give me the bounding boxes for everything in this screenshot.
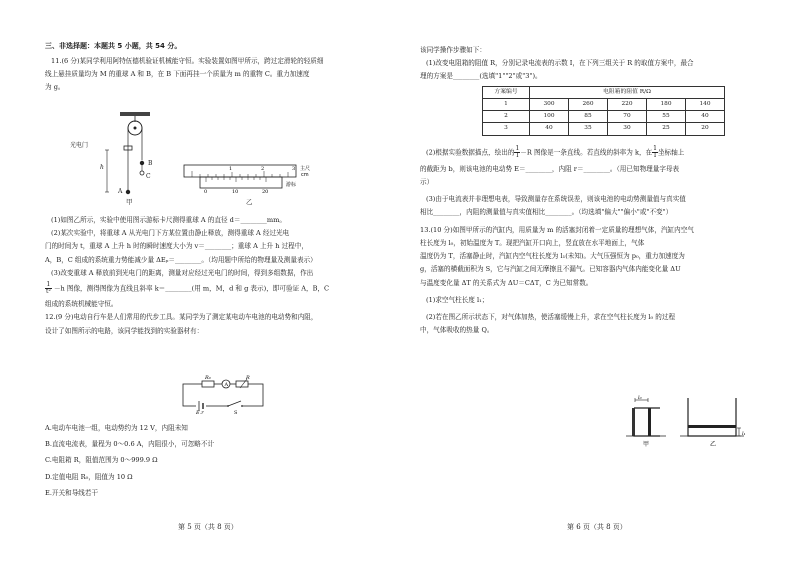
weight-c-label: C [146, 173, 151, 180]
option-item: C.电阻箱 R，阻值范围为 0～999.9 Ω [45, 456, 158, 465]
ball-b-label: B [148, 160, 153, 167]
figure-atwood-machine [95, 110, 165, 210]
cylinder-jia [626, 398, 666, 436]
figure-vernier-caliper [180, 160, 320, 196]
figure-caption-yi: 乙 [246, 198, 253, 206]
page-number-left: 第 5 页（共 8 页） [178, 523, 238, 531]
resistor-r0 [202, 381, 214, 387]
vernier-label: 游标 [286, 182, 297, 188]
q13-line: 柱长度为 l₀，初始温度为 T。现把汽缸开口向上，竖直放在水平地面上，气体 [420, 238, 645, 247]
resistance-scheme-table [482, 86, 725, 136]
vernier-scale-ticks [206, 177, 266, 182]
p3-line: 相比________，内阻的测量值与真实值相比________。（均选填"偏大""偏小"或"不变"） [420, 208, 673, 217]
cylinder-yi [680, 398, 744, 436]
right-page [420, 46, 765, 339]
q11-line: 线上悬挂质量均为 M 的重球 A 和 B，在 B 下面再挂一个质量为 m 的重物 C。重力加速度 [45, 69, 310, 78]
fraction: $\frac{1}{\text{t²}}$ [46, 281, 51, 296]
page-number-right: 第 6 页（共 8 页） [567, 523, 627, 531]
l1-label: l₁ [742, 431, 746, 437]
q11-part: A，B，C 组成的系统重力势能减少量 ΔEₚ＝________。（均用题中所给的物理量及测量表示） [45, 255, 317, 264]
r-label: R [246, 375, 250, 381]
ammeter-label: A [224, 382, 229, 388]
caption-yi: 乙 [710, 441, 717, 448]
q13-line: 13.(10 分)如图甲所示的汽缸内，用质量为 m 的活塞封闭着一定质量的理想气体，汽缸内空气 [420, 225, 694, 234]
ceiling [120, 112, 150, 116]
vernier-tick-label: 10 [232, 189, 239, 195]
ball-a-label: A [118, 188, 123, 195]
q13-line: (2)若在图乙所示状态下，对气体加热，使活塞缓慢上升，求在空气柱长度为 l₀ 的过程 [426, 312, 676, 321]
weight-c [140, 171, 144, 175]
q11-line: 为 g。 [45, 83, 65, 92]
p2-line: 的截距为 b，则该电池的电动势 E＝________，内阻 r＝________。（用已知物理量字母表 [420, 164, 680, 173]
source-label: E,r [196, 410, 204, 414]
vernier-tick-label: 0 [204, 189, 208, 195]
q11-part: (3)改变重球 A 释放前到光电门的距离，测量对应经过光电门的时间，得到多组数据，作出 [51, 268, 314, 277]
q11-part: 门的时间为 t，重球 A 上升 h 时的瞬时速度大小为 v＝________；重球 A 上升 h 过程中， [45, 242, 308, 251]
q12-line: 设计了如图所示的电路，该同学能找到的实验器材有： [45, 326, 204, 335]
main-tick-label: 2 [261, 166, 265, 172]
vernier-scale [200, 177, 282, 188]
height-label: h [100, 164, 104, 171]
option-item: A.电动车电池一组，电动势约为 12 V，内阻未知 [45, 424, 188, 432]
main-scale-ticks [192, 171, 288, 177]
r0-label: R₀ [205, 375, 211, 381]
piston [648, 408, 651, 436]
table-header: 方案编号 [483, 86, 530, 98]
figure-cylinders [620, 394, 760, 450]
p2-line: (2)根据实验数据描点，绘出的 $\frac{1}{I}$ －R 图像是一条直线。若直线的斜率为 k，在 $\frac{1}{I}$ 坐标轴上 [426, 144, 685, 159]
q11-end-line: 组成的系统机械能守恒。 [45, 300, 118, 309]
q13-line: 温度仍为 T，活塞静止时，汽缸内空气柱长度为 l₁(未知)。大气压强恒为 p₀，重力加速度为 [420, 252, 685, 261]
fraction: $\frac{1}{I}$ [515, 144, 520, 159]
table-row: 3 40 35 30 25 20 [483, 123, 725, 135]
fraction: $\frac{1}{I}$ [653, 144, 657, 159]
main-scale-label: 主尺 [300, 166, 311, 172]
q13-line: (1)求空气柱长度 l₁； [426, 295, 489, 304]
section-title: 三、非选择题：本题共 5 小题，共 54 分。 [45, 42, 182, 50]
main-tick-label: 3 [292, 166, 296, 172]
q11-part: (1)如图乙所示，实验中使用图示游标卡尺测得重球 A 的直径 d＝________mm。 [51, 216, 286, 224]
piston [688, 425, 736, 428]
unit-label: cm [301, 172, 309, 178]
table-row: 1 300 260 220 180 140 [483, 98, 725, 110]
resistor-box [236, 381, 248, 387]
q13-line: 中，气体吸收的热量 Q。 [420, 326, 494, 335]
p2-line: 示） [420, 177, 434, 186]
q11-line: 11.(6 分)某同学利用阿特伍德机验证机械能守恒。实验装置如图甲所示，跨过定滑轮的轻质细 [51, 56, 324, 65]
light-gate-label: 光电门 [70, 142, 89, 149]
table-row: 2 100 85 70 55 40 [483, 111, 725, 123]
p3-line: (3)由于电流表并非理想电表，导致测量存在系统误差，则该电池的电动势测量值与真实值 [426, 195, 686, 204]
q11-part: (2)某次实验中，将重球 A 从光电门下方某位置由静止释放，测得重球 A 经过光电 [51, 229, 290, 238]
switch-label: S [234, 410, 238, 414]
q13-line: g，活塞的横截面积为 S，它与汽缸之间无摩擦且不漏气。已知容器内气体内能变化量 ΔU [420, 265, 681, 274]
table-header: 电阻箱的阻值 R/Ω [530, 86, 725, 98]
q12-options [45, 424, 385, 502]
option-item: E.开关和导线若干 [45, 488, 99, 497]
q12-line: 12.(9 分)电动自行车是人们常用的代步工具。某同学为了测定某电动车电池的电动势和内阻， [45, 313, 318, 322]
option-item: B.直流电流表，量程为 0～0.6 A，内阻很小，可忽略不计 [45, 440, 215, 449]
main-tick-label: 1 [229, 166, 233, 172]
p1-line: 理的方案是________(选填"1""2"或"3")。 [420, 72, 542, 81]
figure-caption-jia: 甲 [126, 198, 133, 206]
intro-line: 该同学操作步骤如下： [420, 46, 486, 54]
q11-graph-line: $\frac{1}{\text{t²}}$ －h 图像，测得图像为直线且斜率 k＝________(用 m，M，d 和 g 表示)，即可验证 A，B，C [46, 281, 330, 296]
caption-jia: 甲 [643, 441, 650, 448]
p1-line: (1)改变电阻箱的阻值 R，分别记录电流表的示数 I，在下列三组关于 R 的取值方案中，最合 [426, 59, 694, 68]
ball-b [140, 161, 144, 165]
ball-a [126, 190, 130, 194]
figure-circuit [178, 374, 268, 414]
option-item: D.定值电阻 R₀，阻值为 10 Ω [45, 472, 133, 481]
q13-line: 与温度变化量 ΔT 的关系式为 ΔU＝CΔT，C 为已知常数。 [420, 278, 593, 287]
q11-parts [45, 216, 385, 340]
left-page [45, 42, 385, 96]
vernier-tick-label: 20 [262, 189, 269, 195]
l0-label: l₀ [638, 395, 642, 401]
